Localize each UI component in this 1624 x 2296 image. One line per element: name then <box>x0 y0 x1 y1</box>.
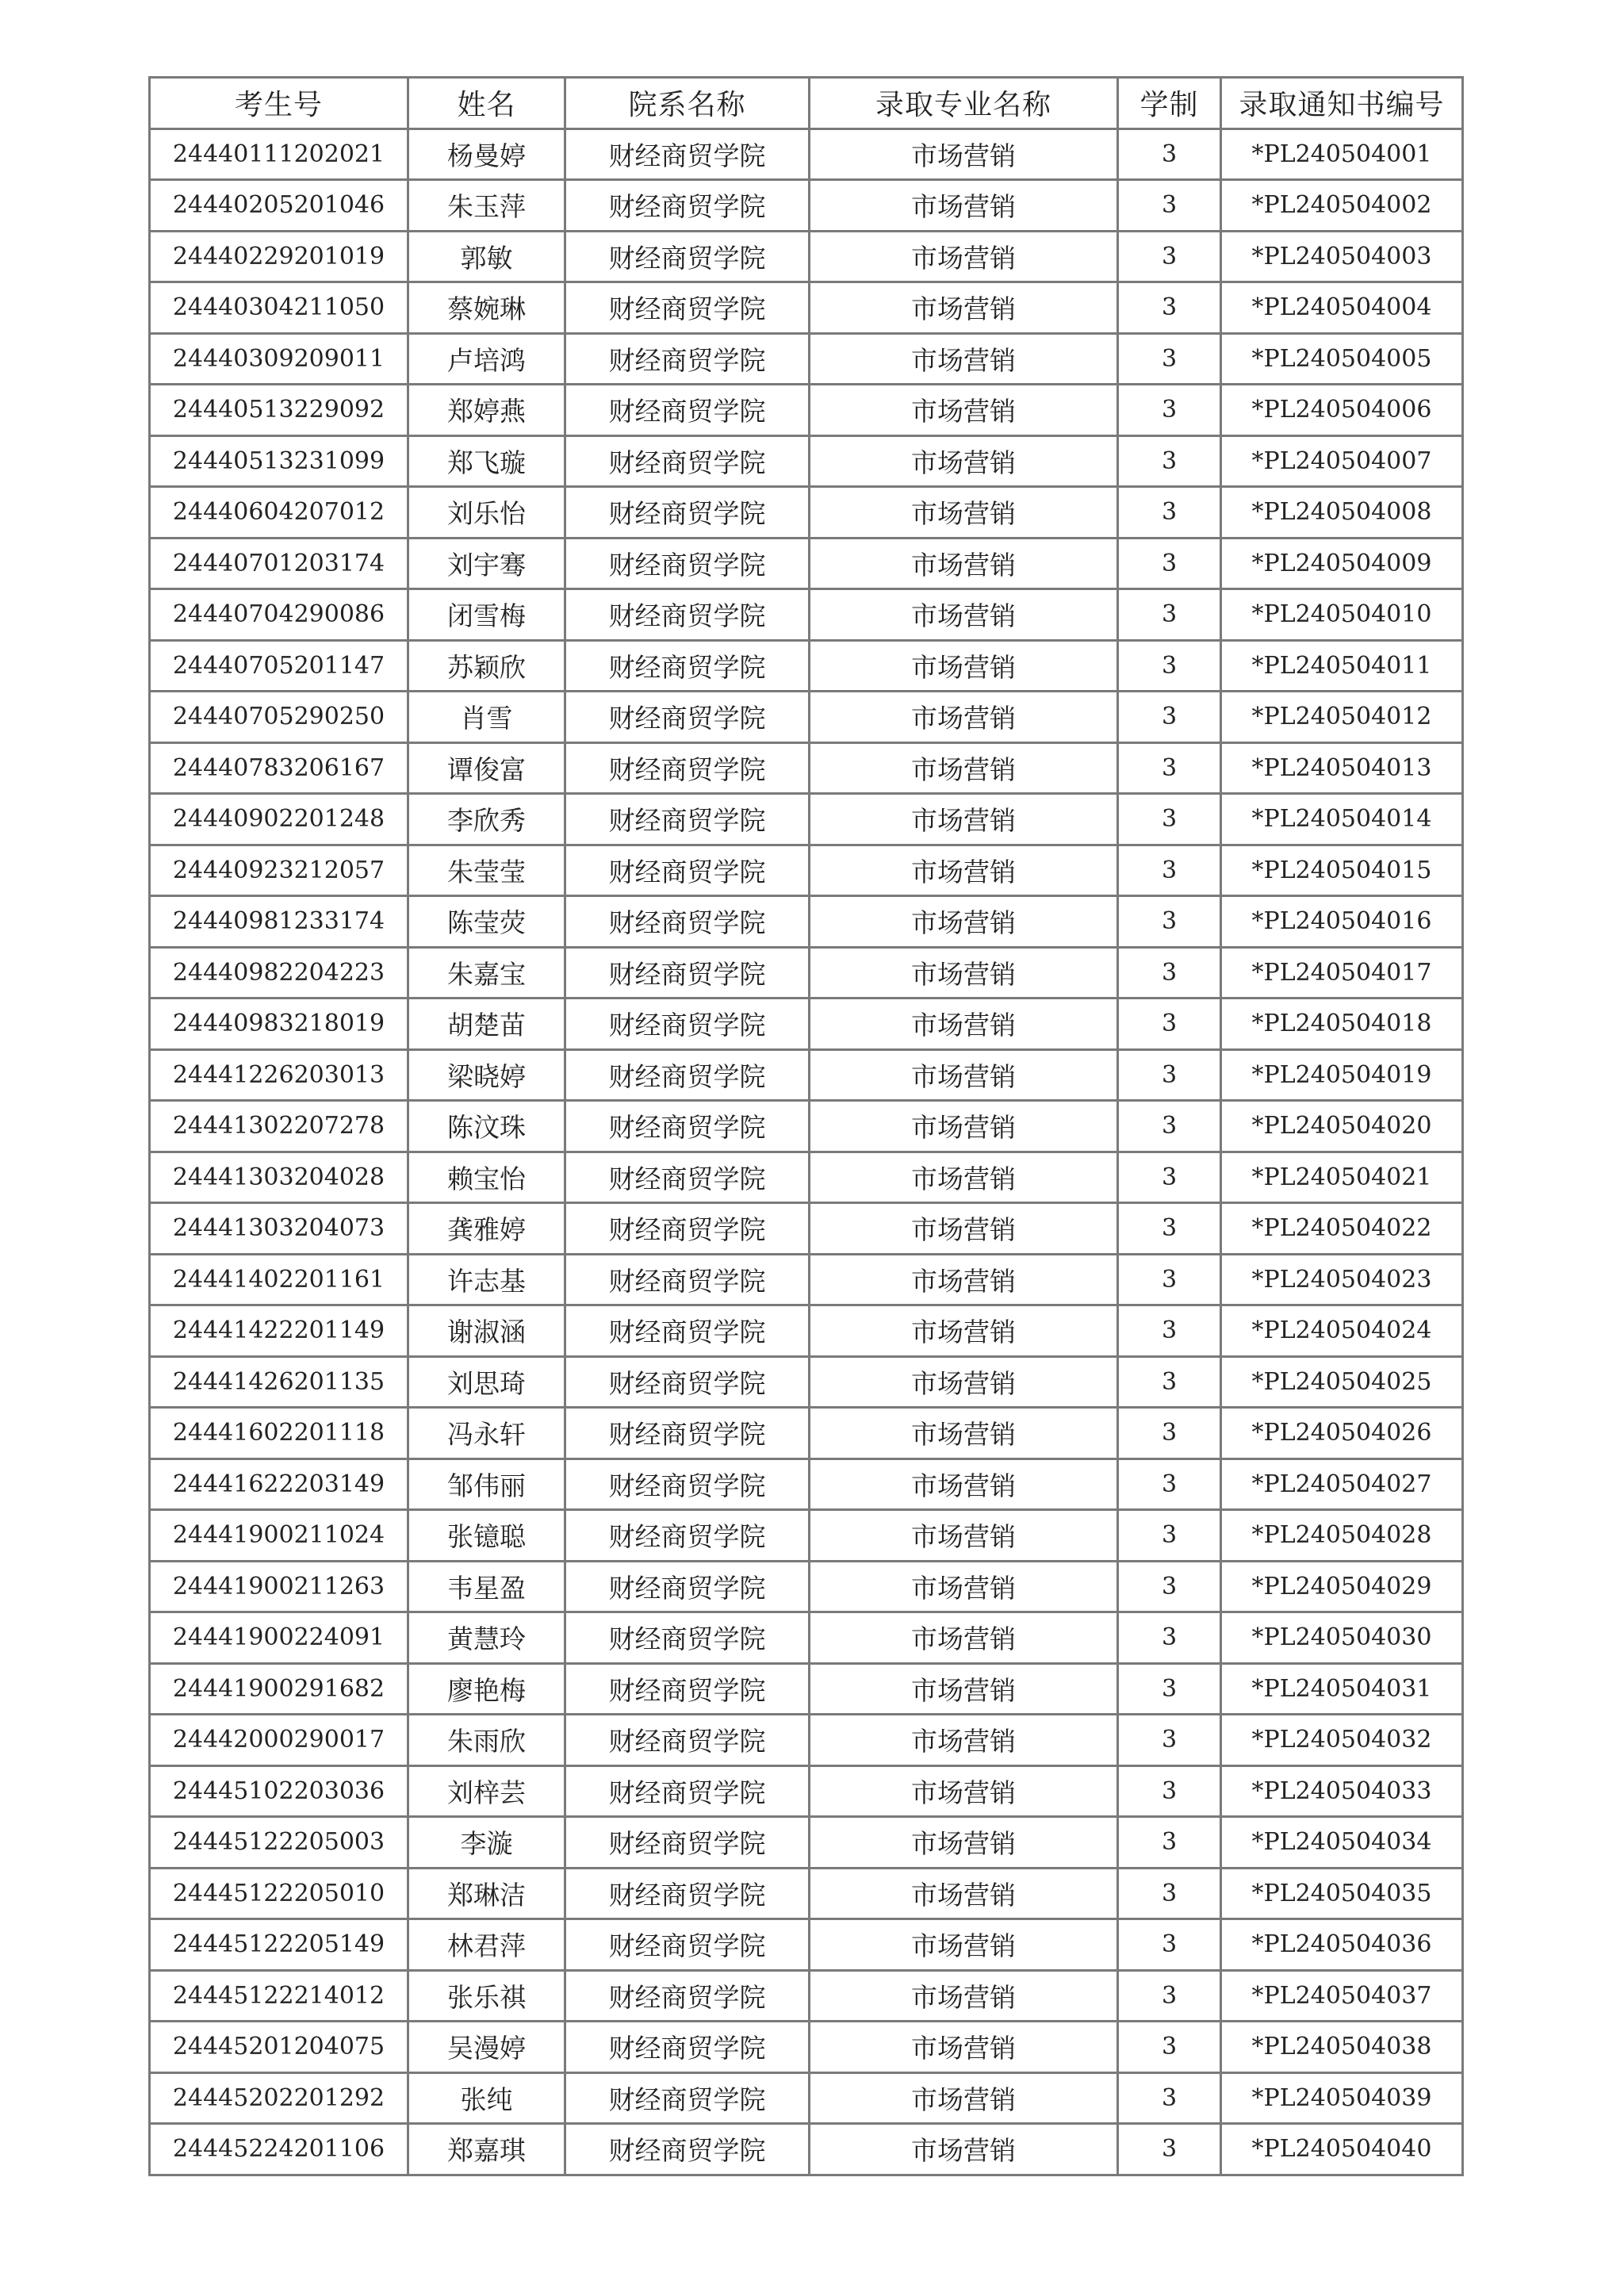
cell-department: 财经商贸学院 <box>565 742 810 794</box>
cell-notice-number: *PL240504011 <box>1221 640 1463 692</box>
cell-duration: 3 <box>1118 1049 1221 1101</box>
cell-duration: 3 <box>1118 128 1221 180</box>
header-department: 院系名称 <box>565 78 810 129</box>
cell-name: 韦星盈 <box>408 1561 565 1612</box>
cell-exam-number: 24445122205010 <box>150 1868 408 1919</box>
cell-department: 财经商贸学院 <box>565 2124 810 2175</box>
cell-name: 谢淑涵 <box>408 1305 565 1357</box>
cell-department: 财经商贸学院 <box>565 692 810 743</box>
cell-department: 财经商贸学院 <box>565 1817 810 1869</box>
cell-department: 财经商贸学院 <box>565 1765 810 1817</box>
table-row <box>150 180 1463 232</box>
cell-exam-number: 24440701203174 <box>150 538 408 589</box>
cell-department: 财经商贸学院 <box>565 947 810 999</box>
table-body <box>150 128 1463 2175</box>
cell-exam-number: 24440983218019 <box>150 999 408 1050</box>
table-row <box>150 2072 1463 2124</box>
cell-notice-number: *PL240504034 <box>1221 1817 1463 1869</box>
cell-department: 财经商贸学院 <box>565 1919 810 1971</box>
cell-name: 陈汶珠 <box>408 1101 565 1152</box>
cell-department: 财经商贸学院 <box>565 2022 810 2073</box>
cell-name: 张乐祺 <box>408 1970 565 2022</box>
cell-name: 肖雪 <box>408 692 565 743</box>
cell-notice-number: *PL240504029 <box>1221 1561 1463 1612</box>
cell-major: 市场营销 <box>810 1663 1118 1715</box>
table-row <box>150 1305 1463 1357</box>
cell-notice-number: *PL240504018 <box>1221 999 1463 1050</box>
table-row <box>150 1919 1463 1971</box>
cell-notice-number: *PL240504032 <box>1221 1715 1463 1766</box>
cell-department: 财经商贸学院 <box>565 1152 810 1203</box>
cell-exam-number: 24441303204028 <box>150 1152 408 1203</box>
cell-exam-number: 24440705290250 <box>150 692 408 743</box>
cell-department: 财经商贸学院 <box>565 1458 810 1510</box>
cell-notice-number: *PL240504027 <box>1221 1458 1463 1510</box>
cell-department: 财经商贸学院 <box>565 1101 810 1152</box>
cell-major: 市场营销 <box>810 589 1118 641</box>
table-row <box>150 999 1463 1050</box>
cell-notice-number: *PL240504026 <box>1221 1408 1463 1459</box>
cell-notice-number: *PL240504009 <box>1221 538 1463 589</box>
cell-major: 市场营销 <box>810 1510 1118 1562</box>
cell-name: 刘宇骞 <box>408 538 565 589</box>
cell-department: 财经商贸学院 <box>565 1305 810 1357</box>
cell-name: 郑琳洁 <box>408 1868 565 1919</box>
cell-notice-number: *PL240504014 <box>1221 794 1463 845</box>
table-row <box>150 1458 1463 1510</box>
cell-duration: 3 <box>1118 1101 1221 1152</box>
table-row <box>150 1663 1463 1715</box>
table-row <box>150 1970 1463 2022</box>
cell-department: 财经商贸学院 <box>565 231 810 282</box>
cell-duration: 3 <box>1118 845 1221 896</box>
table-row <box>150 1765 1463 1817</box>
cell-notice-number: *PL240504033 <box>1221 1765 1463 1817</box>
table-row <box>150 1254 1463 1305</box>
cell-major: 市场营销 <box>810 947 1118 999</box>
table-row <box>150 1049 1463 1101</box>
table-row <box>150 1101 1463 1152</box>
cell-name: 苏颖欣 <box>408 640 565 692</box>
cell-major: 市场营销 <box>810 2124 1118 2175</box>
table-row <box>150 538 1463 589</box>
cell-name: 吴漫婷 <box>408 2022 565 2073</box>
cell-notice-number: *PL240504007 <box>1221 435 1463 487</box>
cell-major: 市场营销 <box>810 1970 1118 2022</box>
cell-exam-number: 24445122205003 <box>150 1817 408 1869</box>
cell-exam-number: 24441900224091 <box>150 1612 408 1664</box>
cell-notice-number: *PL240504028 <box>1221 1510 1463 1562</box>
cell-major: 市场营销 <box>810 742 1118 794</box>
cell-department: 财经商贸学院 <box>565 1049 810 1101</box>
cell-duration: 3 <box>1118 896 1221 948</box>
cell-name: 蔡婉琳 <box>408 282 565 334</box>
cell-name: 刘梓芸 <box>408 1765 565 1817</box>
cell-department: 财经商贸学院 <box>565 1663 810 1715</box>
cell-major: 市场营销 <box>810 1715 1118 1766</box>
table-row <box>150 2124 1463 2175</box>
cell-name: 黄慧玲 <box>408 1612 565 1664</box>
cell-major: 市场营销 <box>810 1049 1118 1101</box>
cell-exam-number: 24441900211024 <box>150 1510 408 1562</box>
table-row <box>150 742 1463 794</box>
cell-department: 财经商贸学院 <box>565 640 810 692</box>
cell-duration: 3 <box>1118 231 1221 282</box>
cell-duration: 3 <box>1118 1612 1221 1664</box>
cell-notice-number: *PL240504031 <box>1221 1663 1463 1715</box>
cell-department: 财经商贸学院 <box>565 128 810 180</box>
cell-exam-number: 24441402201161 <box>150 1254 408 1305</box>
cell-exam-number: 24440111202021 <box>150 128 408 180</box>
table-row <box>150 385 1463 436</box>
cell-exam-number: 24445122205149 <box>150 1919 408 1971</box>
cell-duration: 3 <box>1118 1715 1221 1766</box>
cell-duration: 3 <box>1118 1765 1221 1817</box>
cell-major: 市场营销 <box>810 1305 1118 1357</box>
cell-duration: 3 <box>1118 1919 1221 1971</box>
cell-duration: 3 <box>1118 2072 1221 2124</box>
cell-major: 市场营销 <box>810 128 1118 180</box>
cell-name: 梁晓婷 <box>408 1049 565 1101</box>
cell-duration: 3 <box>1118 742 1221 794</box>
cell-duration: 3 <box>1118 1970 1221 2022</box>
cell-exam-number: 24441422201149 <box>150 1305 408 1357</box>
cell-exam-number: 24440309209011 <box>150 333 408 385</box>
cell-exam-number: 24441602201118 <box>150 1408 408 1459</box>
cell-exam-number: 24441622203149 <box>150 1458 408 1510</box>
cell-notice-number: *PL240504039 <box>1221 2072 1463 2124</box>
cell-name: 谭俊富 <box>408 742 565 794</box>
table-row <box>150 1356 1463 1408</box>
cell-department: 财经商贸学院 <box>565 385 810 436</box>
cell-department: 财经商贸学院 <box>565 1561 810 1612</box>
cell-notice-number: *PL240504003 <box>1221 231 1463 282</box>
cell-exam-number: 24445201204075 <box>150 2022 408 2073</box>
cell-major: 市场营销 <box>810 1152 1118 1203</box>
cell-notice-number: *PL240504037 <box>1221 1970 1463 2022</box>
cell-duration: 3 <box>1118 1203 1221 1255</box>
cell-name: 朱玉萍 <box>408 180 565 232</box>
cell-notice-number: *PL240504019 <box>1221 1049 1463 1101</box>
cell-name: 许志基 <box>408 1254 565 1305</box>
cell-exam-number: 24445122214012 <box>150 1970 408 2022</box>
table-row <box>150 1561 1463 1612</box>
cell-duration: 3 <box>1118 794 1221 845</box>
table-row <box>150 1715 1463 1766</box>
table-row <box>150 128 1463 180</box>
cell-name: 李欣秀 <box>408 794 565 845</box>
cell-notice-number: *PL240504030 <box>1221 1612 1463 1664</box>
cell-name: 冯永轩 <box>408 1408 565 1459</box>
header-notice-number: 录取通知书编号 <box>1221 78 1463 129</box>
cell-major: 市场营销 <box>810 845 1118 896</box>
cell-duration: 3 <box>1118 1663 1221 1715</box>
table-row <box>150 1152 1463 1203</box>
cell-name: 郑飞璇 <box>408 435 565 487</box>
table-row <box>150 794 1463 845</box>
cell-name: 龚雅婷 <box>408 1203 565 1255</box>
cell-notice-number: *PL240504024 <box>1221 1305 1463 1357</box>
cell-notice-number: *PL240504023 <box>1221 1254 1463 1305</box>
cell-name: 邹伟丽 <box>408 1458 565 1510</box>
cell-department: 财经商贸学院 <box>565 1408 810 1459</box>
cell-major: 市场营销 <box>810 1101 1118 1152</box>
cell-duration: 3 <box>1118 1510 1221 1562</box>
cell-major: 市场营销 <box>810 1254 1118 1305</box>
cell-major: 市场营销 <box>810 640 1118 692</box>
cell-notice-number: *PL240504001 <box>1221 128 1463 180</box>
cell-department: 财经商贸学院 <box>565 794 810 845</box>
cell-major: 市场营销 <box>810 1765 1118 1817</box>
cell-notice-number: *PL240504008 <box>1221 487 1463 539</box>
cell-notice-number: *PL240504036 <box>1221 1919 1463 1971</box>
cell-notice-number: *PL240504006 <box>1221 385 1463 436</box>
cell-major: 市场营销 <box>810 1356 1118 1408</box>
cell-notice-number: *PL240504035 <box>1221 1868 1463 1919</box>
cell-exam-number: 24440704290086 <box>150 589 408 641</box>
cell-major: 市场营销 <box>810 538 1118 589</box>
cell-name: 朱莹莹 <box>408 845 565 896</box>
cell-exam-number: 24440513231099 <box>150 435 408 487</box>
cell-name: 郭敏 <box>408 231 565 282</box>
header-name: 姓名 <box>408 78 565 129</box>
cell-major: 市场营销 <box>810 435 1118 487</box>
cell-name: 郑婷燕 <box>408 385 565 436</box>
cell-major: 市场营销 <box>810 385 1118 436</box>
table-row <box>150 640 1463 692</box>
table-row <box>150 947 1463 999</box>
cell-name: 李漩 <box>408 1817 565 1869</box>
table-row <box>150 282 1463 334</box>
table-header-row <box>150 78 1463 129</box>
cell-exam-number: 24440923212057 <box>150 845 408 896</box>
admission-table <box>148 76 1464 2176</box>
cell-major: 市场营销 <box>810 1612 1118 1664</box>
cell-exam-number: 24445102203036 <box>150 1765 408 1817</box>
cell-major: 市场营销 <box>810 1868 1118 1919</box>
cell-department: 财经商贸学院 <box>565 1715 810 1766</box>
header-major: 录取专业名称 <box>810 78 1118 129</box>
cell-notice-number: *PL240504004 <box>1221 282 1463 334</box>
cell-notice-number: *PL240504005 <box>1221 333 1463 385</box>
cell-department: 财经商贸学院 <box>565 435 810 487</box>
table-row <box>150 231 1463 282</box>
cell-name: 陈莹荧 <box>408 896 565 948</box>
cell-name: 刘乐怡 <box>408 487 565 539</box>
table-row <box>150 1868 1463 1919</box>
cell-name: 张镱聪 <box>408 1510 565 1562</box>
table-row <box>150 1510 1463 1562</box>
cell-notice-number: *PL240504040 <box>1221 2124 1463 2175</box>
cell-name: 赖宝怡 <box>408 1152 565 1203</box>
cell-major: 市场营销 <box>810 1458 1118 1510</box>
cell-exam-number: 24440902201248 <box>150 794 408 845</box>
cell-name: 胡楚苗 <box>408 999 565 1050</box>
cell-exam-number: 24441900211263 <box>150 1561 408 1612</box>
cell-department: 财经商贸学院 <box>565 2072 810 2124</box>
cell-department: 财经商贸学院 <box>565 1868 810 1919</box>
header-duration: 学制 <box>1118 78 1221 129</box>
cell-department: 财经商贸学院 <box>565 1510 810 1562</box>
cell-exam-number: 24445202201292 <box>150 2072 408 2124</box>
cell-duration: 3 <box>1118 692 1221 743</box>
cell-name: 刘思琦 <box>408 1356 565 1408</box>
cell-duration: 3 <box>1118 1305 1221 1357</box>
table-row <box>150 1612 1463 1664</box>
cell-duration: 3 <box>1118 435 1221 487</box>
cell-major: 市场营销 <box>810 2072 1118 2124</box>
cell-department: 财经商贸学院 <box>565 180 810 232</box>
cell-duration: 3 <box>1118 640 1221 692</box>
cell-duration: 3 <box>1118 487 1221 539</box>
cell-duration: 3 <box>1118 1458 1221 1510</box>
cell-major: 市场营销 <box>810 1817 1118 1869</box>
cell-department: 财经商贸学院 <box>565 282 810 334</box>
cell-major: 市场营销 <box>810 487 1118 539</box>
cell-major: 市场营销 <box>810 896 1118 948</box>
cell-major: 市场营销 <box>810 1408 1118 1459</box>
cell-exam-number: 24440604207012 <box>150 487 408 539</box>
cell-department: 财经商贸学院 <box>565 845 810 896</box>
header-exam-number: 考生号 <box>150 78 408 129</box>
cell-notice-number: *PL240504013 <box>1221 742 1463 794</box>
cell-duration: 3 <box>1118 1356 1221 1408</box>
cell-major: 市场营销 <box>810 231 1118 282</box>
cell-exam-number: 24441303204073 <box>150 1203 408 1255</box>
cell-duration: 3 <box>1118 1254 1221 1305</box>
cell-exam-number: 24440304211050 <box>150 282 408 334</box>
cell-major: 市场营销 <box>810 1561 1118 1612</box>
cell-name: 闭雪梅 <box>408 589 565 641</box>
cell-exam-number: 24440982204223 <box>150 947 408 999</box>
cell-department: 财经商贸学院 <box>565 896 810 948</box>
table-row <box>150 333 1463 385</box>
table-row <box>150 845 1463 896</box>
cell-duration: 3 <box>1118 2124 1221 2175</box>
cell-duration: 3 <box>1118 1817 1221 1869</box>
cell-major: 市场营销 <box>810 282 1118 334</box>
cell-duration: 3 <box>1118 333 1221 385</box>
cell-major: 市场营销 <box>810 692 1118 743</box>
cell-duration: 3 <box>1118 2022 1221 2073</box>
cell-notice-number: *PL240504016 <box>1221 896 1463 948</box>
cell-notice-number: *PL240504020 <box>1221 1101 1463 1152</box>
cell-name: 郑嘉琪 <box>408 2124 565 2175</box>
cell-exam-number: 24440513229092 <box>150 385 408 436</box>
cell-notice-number: *PL240504017 <box>1221 947 1463 999</box>
cell-name: 廖艳梅 <box>408 1663 565 1715</box>
cell-exam-number: 24441900291682 <box>150 1663 408 1715</box>
cell-name: 张纯 <box>408 2072 565 2124</box>
cell-department: 财经商贸学院 <box>565 1203 810 1255</box>
table-row <box>150 1408 1463 1459</box>
cell-duration: 3 <box>1118 1868 1221 1919</box>
cell-department: 财经商贸学院 <box>565 487 810 539</box>
table-row <box>150 589 1463 641</box>
cell-duration: 3 <box>1118 1408 1221 1459</box>
cell-exam-number: 24440981233174 <box>150 896 408 948</box>
cell-department: 财经商贸学院 <box>565 1254 810 1305</box>
cell-department: 财经商贸学院 <box>565 999 810 1050</box>
cell-notice-number: *PL240504015 <box>1221 845 1463 896</box>
cell-duration: 3 <box>1118 180 1221 232</box>
cell-duration: 3 <box>1118 538 1221 589</box>
cell-name: 卢培鸿 <box>408 333 565 385</box>
table-row <box>150 1203 1463 1255</box>
cell-major: 市场营销 <box>810 794 1118 845</box>
table-row <box>150 435 1463 487</box>
cell-exam-number: 24440229201019 <box>150 231 408 282</box>
table-row <box>150 692 1463 743</box>
cell-name: 朱雨欣 <box>408 1715 565 1766</box>
table-row <box>150 1817 1463 1869</box>
table-row <box>150 2022 1463 2073</box>
cell-exam-number: 24441302207278 <box>150 1101 408 1152</box>
cell-notice-number: *PL240504038 <box>1221 2022 1463 2073</box>
cell-notice-number: *PL240504010 <box>1221 589 1463 641</box>
cell-exam-number: 24441426201135 <box>150 1356 408 1408</box>
cell-name: 林君萍 <box>408 1919 565 1971</box>
cell-notice-number: *PL240504002 <box>1221 180 1463 232</box>
cell-major: 市场营销 <box>810 1203 1118 1255</box>
table-row <box>150 487 1463 539</box>
cell-exam-number: 24445224201106 <box>150 2124 408 2175</box>
cell-duration: 3 <box>1118 999 1221 1050</box>
cell-exam-number: 24442000290017 <box>150 1715 408 1766</box>
cell-department: 财经商贸学院 <box>565 1970 810 2022</box>
cell-duration: 3 <box>1118 385 1221 436</box>
cell-notice-number: *PL240504012 <box>1221 692 1463 743</box>
cell-name: 朱嘉宝 <box>408 947 565 999</box>
cell-department: 财经商贸学院 <box>565 538 810 589</box>
cell-department: 财经商贸学院 <box>565 333 810 385</box>
cell-duration: 3 <box>1118 1561 1221 1612</box>
cell-major: 市场营销 <box>810 333 1118 385</box>
table-row <box>150 896 1463 948</box>
cell-major: 市场营销 <box>810 180 1118 232</box>
cell-exam-number: 24441226203013 <box>150 1049 408 1101</box>
cell-notice-number: *PL240504021 <box>1221 1152 1463 1203</box>
cell-exam-number: 24440783206167 <box>150 742 408 794</box>
cell-duration: 3 <box>1118 1152 1221 1203</box>
cell-exam-number: 24440705201147 <box>150 640 408 692</box>
cell-department: 财经商贸学院 <box>565 1612 810 1664</box>
cell-name: 杨曼婷 <box>408 128 565 180</box>
cell-duration: 3 <box>1118 589 1221 641</box>
cell-major: 市场营销 <box>810 2022 1118 2073</box>
cell-duration: 3 <box>1118 947 1221 999</box>
cell-department: 财经商贸学院 <box>565 589 810 641</box>
cell-exam-number: 24440205201046 <box>150 180 408 232</box>
cell-major: 市场营销 <box>810 1919 1118 1971</box>
cell-notice-number: *PL240504022 <box>1221 1203 1463 1255</box>
cell-major: 市场营销 <box>810 999 1118 1050</box>
cell-department: 财经商贸学院 <box>565 1356 810 1408</box>
cell-duration: 3 <box>1118 282 1221 334</box>
cell-notice-number: *PL240504025 <box>1221 1356 1463 1408</box>
